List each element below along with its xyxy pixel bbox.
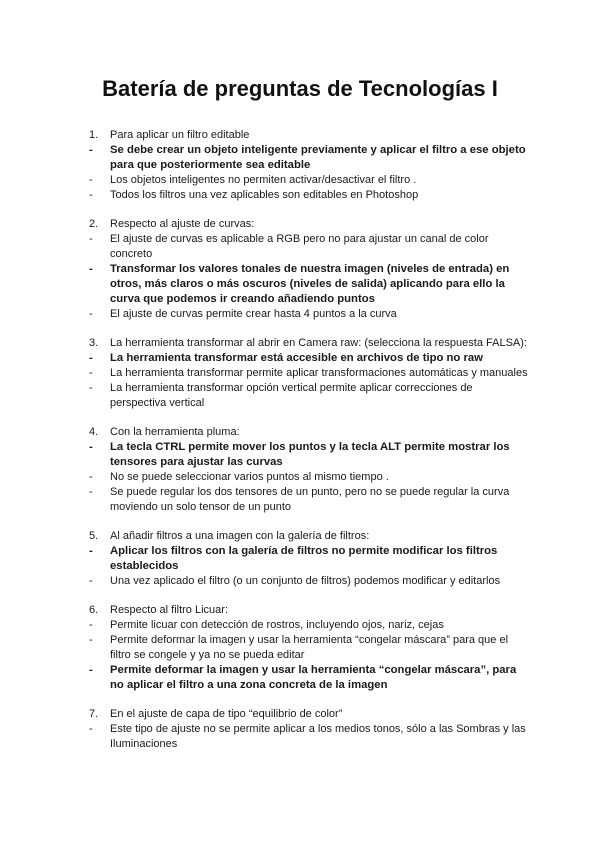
question-text: Con la herramienta pluma: — [110, 426, 240, 438]
answer-text: El ajuste de curvas es aplicable a RGB pero no para ajustar un canal de color concreto — [110, 233, 489, 260]
answer-option — [0, 574, 600, 589]
question-3 — [0, 336, 600, 411]
bullet-dash: - — [89, 189, 93, 201]
bullet-dash: - — [89, 619, 93, 631]
answer-option — [0, 307, 600, 322]
answer-text: El ajuste de curvas permite crear hasta 4 puntos a la curva — [110, 308, 397, 320]
bullet-dash: - — [89, 723, 93, 735]
answer-text: Este tipo de ajuste no se permite aplicar a los medios tonos, sólo a las Sombras y las Iluminaciones — [110, 723, 526, 750]
question-stem — [0, 707, 600, 722]
answer-option-correct — [0, 663, 600, 693]
bullet-dash: - — [89, 263, 93, 275]
question-stem — [0, 529, 600, 544]
question-5 — [0, 529, 600, 589]
question-number: 6. — [89, 604, 99, 616]
question-list — [0, 128, 600, 766]
bullet-dash: - — [89, 664, 93, 676]
answer-option — [0, 485, 600, 515]
bullet-dash: - — [89, 367, 93, 379]
question-text: En el ajuste de capa de tipo “equilibrio de color” — [110, 708, 343, 720]
bullet-dash: - — [89, 174, 93, 186]
answer-option — [0, 188, 600, 203]
answer-text: Permite deformar la imagen y usar la herramienta “congelar máscara” para que el filtro se congele y ya no se pueda editar — [110, 634, 509, 661]
answer-option-correct — [0, 351, 600, 366]
bullet-dash: - — [89, 233, 93, 245]
question-number: 1. — [89, 129, 99, 141]
answer-text: Aplicar los filtros con la galería de filtros no permite modificar los filtros establecidos — [110, 545, 498, 572]
question-text: Al añadir filtros a una imagen con la galería de filtros: — [110, 530, 370, 542]
answer-option — [0, 366, 600, 381]
answer-text: La herramienta transformar está accesible en archivos de tipo no raw — [110, 352, 483, 364]
answer-text: La herramienta transformar opción vertical permite aplicar correcciones de perspectiva vertical — [110, 382, 473, 409]
answer-text: Permite licuar con detección de rostros, incluyendo ojos, nariz, cejas — [110, 619, 444, 631]
question-number: 7. — [89, 708, 99, 720]
bullet-dash: - — [89, 352, 93, 364]
question-number: 3. — [89, 337, 99, 349]
question-number: 5. — [89, 530, 99, 542]
question-2 — [0, 217, 600, 322]
question-7 — [0, 707, 600, 752]
question-4 — [0, 425, 600, 515]
question-text: Respecto al ajuste de curvas: — [110, 218, 255, 230]
answer-text: Una vez aplicado el filtro (o un conjunto de filtros) podemos modificar y editarlos — [110, 575, 501, 587]
answer-option — [0, 470, 600, 485]
question-stem — [0, 336, 600, 351]
question-number: 4. — [89, 426, 99, 438]
answer-text: Los objetos inteligentes no permiten activar/desactivar el filtro . — [110, 174, 417, 186]
answer-option — [0, 173, 600, 188]
question-text: Respecto al filtro Licuar: — [110, 604, 228, 616]
question-1 — [0, 128, 600, 203]
answer-option — [0, 722, 600, 752]
bullet-dash: - — [89, 441, 93, 453]
bullet-dash: - — [89, 634, 93, 646]
answer-text: No se puede seleccionar varios puntos al mismo tiempo . — [110, 471, 389, 483]
question-stem — [0, 217, 600, 232]
answer-text: La herramienta transformar permite aplicar transformaciones automáticas y manuales — [110, 367, 528, 379]
question-text: Para aplicar un filtro editable — [110, 129, 250, 141]
question-6 — [0, 603, 600, 693]
question-stem — [0, 425, 600, 440]
answer-text: Todos los filtros una vez aplicables son editables en Photoshop — [110, 189, 419, 201]
bullet-dash: - — [89, 545, 93, 557]
answer-option — [0, 232, 600, 262]
answer-text: Se debe crear un objeto inteligente previamente y aplicar el filtro a ese objeto para que posteriormente sea editable — [110, 144, 526, 171]
answer-option — [0, 633, 600, 663]
bullet-dash: - — [89, 486, 93, 498]
bullet-dash: - — [89, 575, 93, 587]
answer-text: Se puede regular los dos tensores de un punto, pero no se puede regular la curva moviendo un solo tensor de un punto — [110, 486, 510, 513]
question-stem — [0, 603, 600, 618]
question-text: La herramienta transformar al abrir en Camera raw: (selecciona la respuesta FALSA): — [110, 337, 527, 349]
answer-option — [0, 618, 600, 633]
answer-text: Permite deformar la imagen y usar la herramienta “congelar máscara”, para no aplicar el filtro a una zona concreta de la imagen — [110, 664, 517, 691]
answer-option-correct — [0, 262, 600, 307]
answer-text: Transformar los valores tonales de nuestra imagen (niveles de entrada) en otros, más claros o más oscuros (niveles de salida) aplicando para ello la curva que podemos ir creando añadiendo puntos — [110, 263, 510, 305]
bullet-dash: - — [89, 144, 93, 156]
bullet-dash: - — [89, 382, 93, 394]
answer-option — [0, 381, 600, 411]
answer-option-correct — [0, 544, 600, 574]
question-stem — [0, 128, 600, 143]
answer-option-correct — [0, 143, 600, 173]
bullet-dash: - — [89, 308, 93, 320]
question-number: 2. — [89, 218, 99, 230]
answer-option-correct — [0, 440, 600, 470]
page-title: Batería de preguntas de Tecnologías I — [102, 76, 498, 101]
bullet-dash: - — [89, 471, 93, 483]
answer-text: La tecla CTRL permite mover los puntos y la tecla ALT permite mostrar los tensores para ajustar las curvas — [110, 441, 510, 468]
